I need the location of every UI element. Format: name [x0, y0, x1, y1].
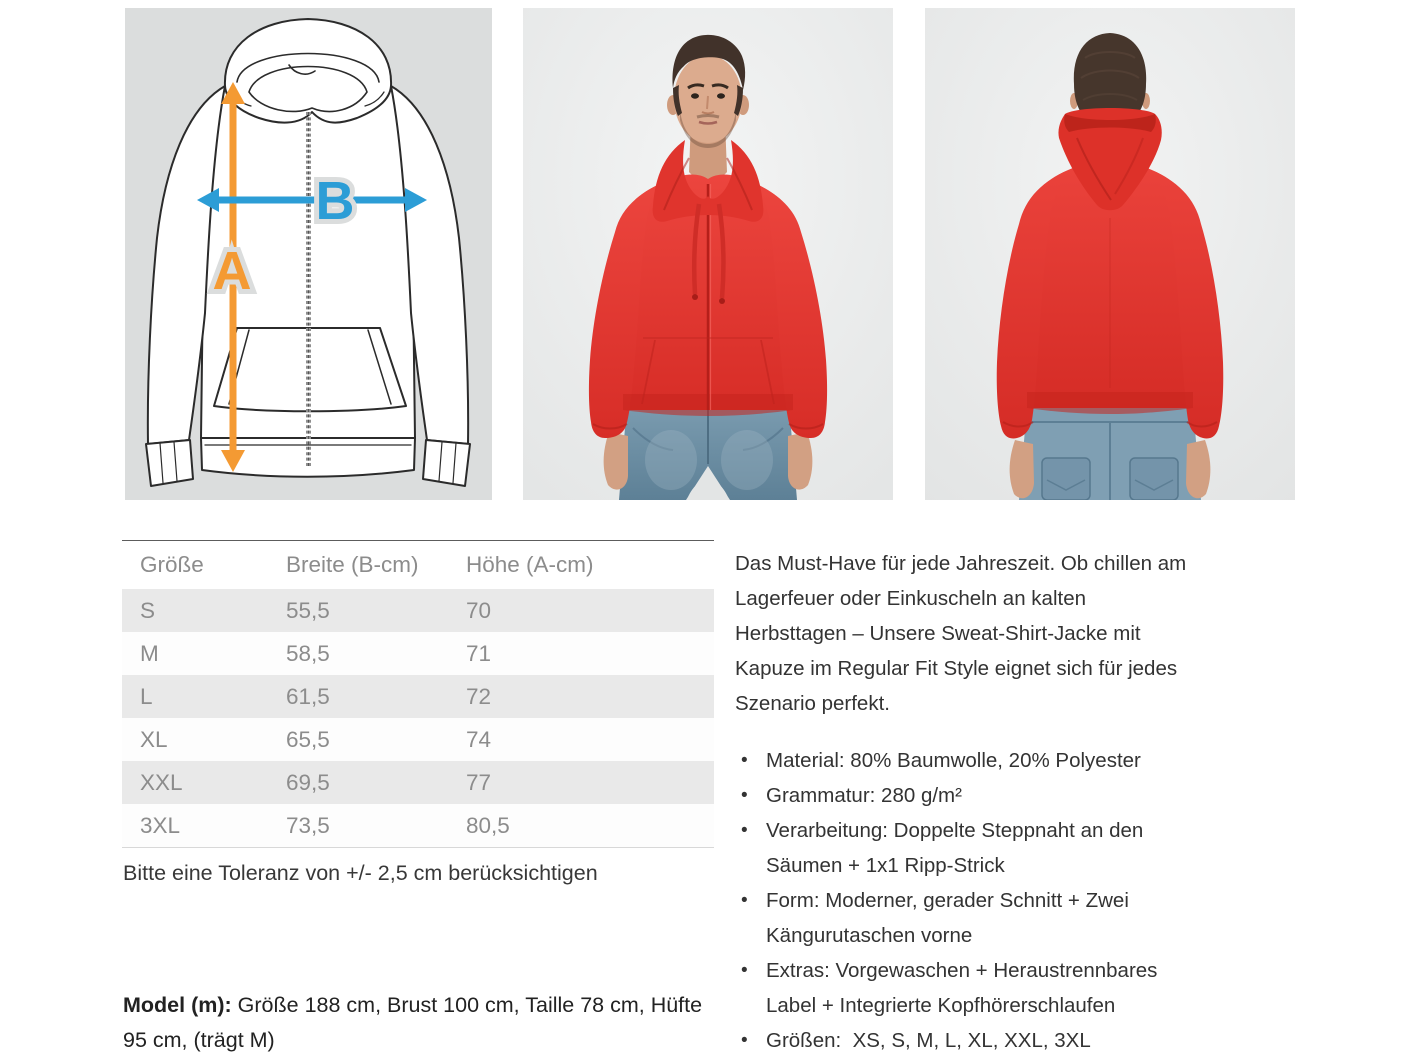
cell-height: 74: [466, 726, 492, 752]
cell-height: 77: [466, 769, 492, 795]
jeans-front: [619, 404, 797, 500]
feature-item-extras: [735, 953, 1201, 1023]
hoodie-measurement-diagram: [125, 8, 492, 500]
cell-width: 61,5: [286, 683, 330, 709]
cell-size: 3XL: [140, 812, 181, 838]
cell-width: 55,5: [286, 597, 330, 623]
column-header-size: Größe: [140, 552, 204, 577]
bullet-icon: •: [741, 785, 748, 806]
cell-height: 70: [466, 597, 492, 623]
feature-item-material: [735, 743, 1201, 778]
cell-height: 71: [466, 640, 492, 666]
jeans-back: [1019, 406, 1201, 500]
bullet-icon: •: [741, 960, 748, 981]
cell-size: L: [140, 683, 153, 709]
feature-item-grammatur: [735, 778, 1201, 813]
column-header-height: Höhe (A-cm): [466, 552, 594, 577]
feature-item-verarbeitung: [735, 813, 1201, 883]
cell-width: 73,5: [286, 812, 330, 838]
feature-text: Form: Moderner, gerader Schnitt + Zwei Kängurutaschen vorne: [766, 889, 1135, 947]
size-table: [122, 540, 714, 848]
feature-text: Material: 80% Baumwolle, 20% Polyester: [766, 749, 1141, 772]
height-arrow-label: A: [212, 241, 252, 301]
size-table-header-row: [122, 541, 714, 590]
column-header-width: Breite (B-cm): [286, 552, 419, 577]
cell-size: M: [140, 640, 159, 666]
size-diagram-panel: [125, 8, 492, 500]
model-front-photo: [523, 8, 893, 500]
feature-text: Größen: XS, S, M, L, XL, XXL, 3XL: [766, 1029, 1091, 1052]
width-arrow-label: B: [315, 171, 355, 231]
feature-list: [735, 743, 1201, 1058]
bullet-icon: •: [741, 820, 748, 841]
bullet-icon: •: [741, 890, 748, 911]
tolerance-note: Bitte eine Toleranz von +/- 2,5 cm berücksichtigen: [123, 861, 598, 885]
feature-text: Grammatur: 280 g/m²: [766, 784, 962, 807]
table-row: [122, 804, 714, 848]
model-info-label: Model (m):: [123, 993, 232, 1017]
description-intro: Das Must-Have für jede Jahreszeit. Ob chillen am Lagerfeuer oder Einkuscheln an kalten Herbsttagen – Unsere Sweat-Shirt-Jacke mit Kapuze im Regular Fit Style eignet sich für jedes Szenario perfekt.: [735, 552, 1187, 715]
feature-item-form: [735, 883, 1201, 953]
cell-size: XL: [140, 726, 168, 752]
model-info-text: Größe 188 cm, Brust 100 cm, Taille 78 cm, Hüfte 95 cm, (trägt M): [123, 993, 709, 1052]
model-front-illustration: [523, 8, 893, 500]
model-back-photo: [925, 8, 1295, 500]
feature-text: Extras: Vorgewaschen + Heraustrennbares Label + Integrierte Kopfhörerschlaufen: [766, 959, 1164, 1017]
table-row: [122, 761, 714, 804]
cell-width: 65,5: [286, 726, 330, 752]
table-row: [122, 718, 714, 761]
cell-size: XXL: [140, 769, 183, 795]
model-info: [123, 988, 723, 1058]
table-row: [122, 675, 714, 718]
cell-width: 69,5: [286, 769, 330, 795]
table-row: [122, 589, 714, 632]
feature-text: Verarbeitung: Doppelte Steppnaht an den Säumen + 1x1 Ripp-Strick: [766, 819, 1149, 877]
model-back-illustration: [925, 8, 1295, 500]
table-row: [122, 632, 714, 675]
cell-size: S: [140, 597, 156, 623]
cell-height: 72: [466, 683, 492, 709]
feature-item-groessen: [735, 1023, 1201, 1058]
cell-width: 58,5: [286, 640, 330, 666]
cell-height: 80,5: [466, 812, 510, 838]
bullet-icon: •: [741, 750, 748, 771]
product-description: [735, 546, 1201, 1058]
bullet-icon: •: [741, 1030, 748, 1051]
